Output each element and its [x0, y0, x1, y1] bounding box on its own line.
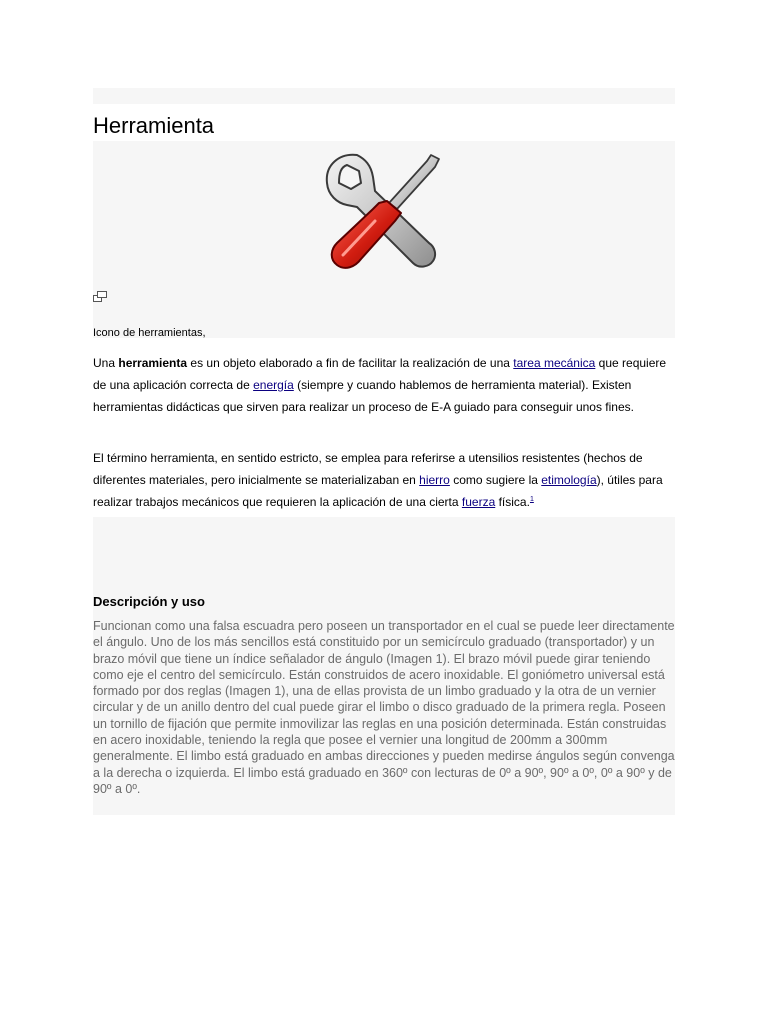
- link-tarea-mecanica[interactable]: tarea mecánica: [513, 356, 596, 370]
- term-paragraph: [93, 447, 678, 513]
- term-text-2: como sugiere la: [449, 473, 542, 487]
- intro-bold-term: herramienta: [118, 356, 188, 370]
- term-text-4: física.: [495, 495, 530, 509]
- enlarge-icon[interactable]: [93, 291, 107, 303]
- description-body: Funcionan como una falsa escuadra pero poseen un transportador en el cual se puede leer directamente el ángulo. Uno de los más sencillos está constituido por un semicírculo graduado (transportador) y un brazo móvil que tiene un índice señalador de ángulo (Imagen 1). El brazo móvil puede girar teniendo como eje el centro del semicírculo. Están construidos de acero inoxidable. El goniómetro universal está formado por dos reglas (Imagen 1), una de ellas provista de un limbo graduado y la otra de un vernier circular y de un anillo dentro del cual puede girar el limbo o disco graduado de la primera regla. Poseen un tornillo de fijación que permite inmovilizar las reglas en una posición determinada. Están construidas en acero inoxidable, teniendo la regla que posee el vernier una longitud de 200mm a 300mm generalmente. El limbo está graduado en ambas direcciones y pueden medirse ángulos según convenga a la derecha o izquierda. El limbo está graduado en 360º con lecturas de 0º a 90º, 90º a 0º, 0º a 90º y de 90º a 0º.: [93, 619, 675, 796]
- top-band: [93, 88, 675, 104]
- link-energia[interactable]: energía: [253, 378, 294, 392]
- intro-text-4: (siempre y cuando hablemos de herramienta material). Existen herramientas didácticas que sirven para realizar un proceso de E-A guiado para conseguir unos fines.: [93, 378, 634, 414]
- description-heading: Descripción y uso: [93, 594, 205, 609]
- figure-caption: Icono de herramientas,: [93, 327, 206, 339]
- intro-text-3: que requiere de una aplicación correcta de: [93, 356, 667, 392]
- link-hierro[interactable]: hierro: [419, 473, 450, 487]
- reference-link[interactable]: 1: [529, 496, 534, 503]
- intro-text-2: es un objeto elaborado a fin de facilitar la realización de una: [187, 356, 514, 370]
- figure-box: [93, 141, 675, 338]
- term-text-1: El término herramienta, en sentido estricto, se emplea para referirse a utensilios resistentes (hechos de diferentes materiales, pero inicialmente se materializaban en: [93, 451, 643, 487]
- term-text-3: ), útiles para realizar trabajos mecánicos que requieren la aplicación de una cierta: [93, 473, 663, 509]
- wrench-screwdriver-icon[interactable]: [321, 151, 449, 277]
- link-etimologia[interactable]: etimología: [541, 473, 597, 487]
- page-title: Herramienta: [93, 112, 675, 142]
- intro-text-1: Una: [93, 356, 119, 370]
- link-fuerza[interactable]: fuerza: [461, 495, 496, 509]
- intro-paragraph: [93, 352, 678, 418]
